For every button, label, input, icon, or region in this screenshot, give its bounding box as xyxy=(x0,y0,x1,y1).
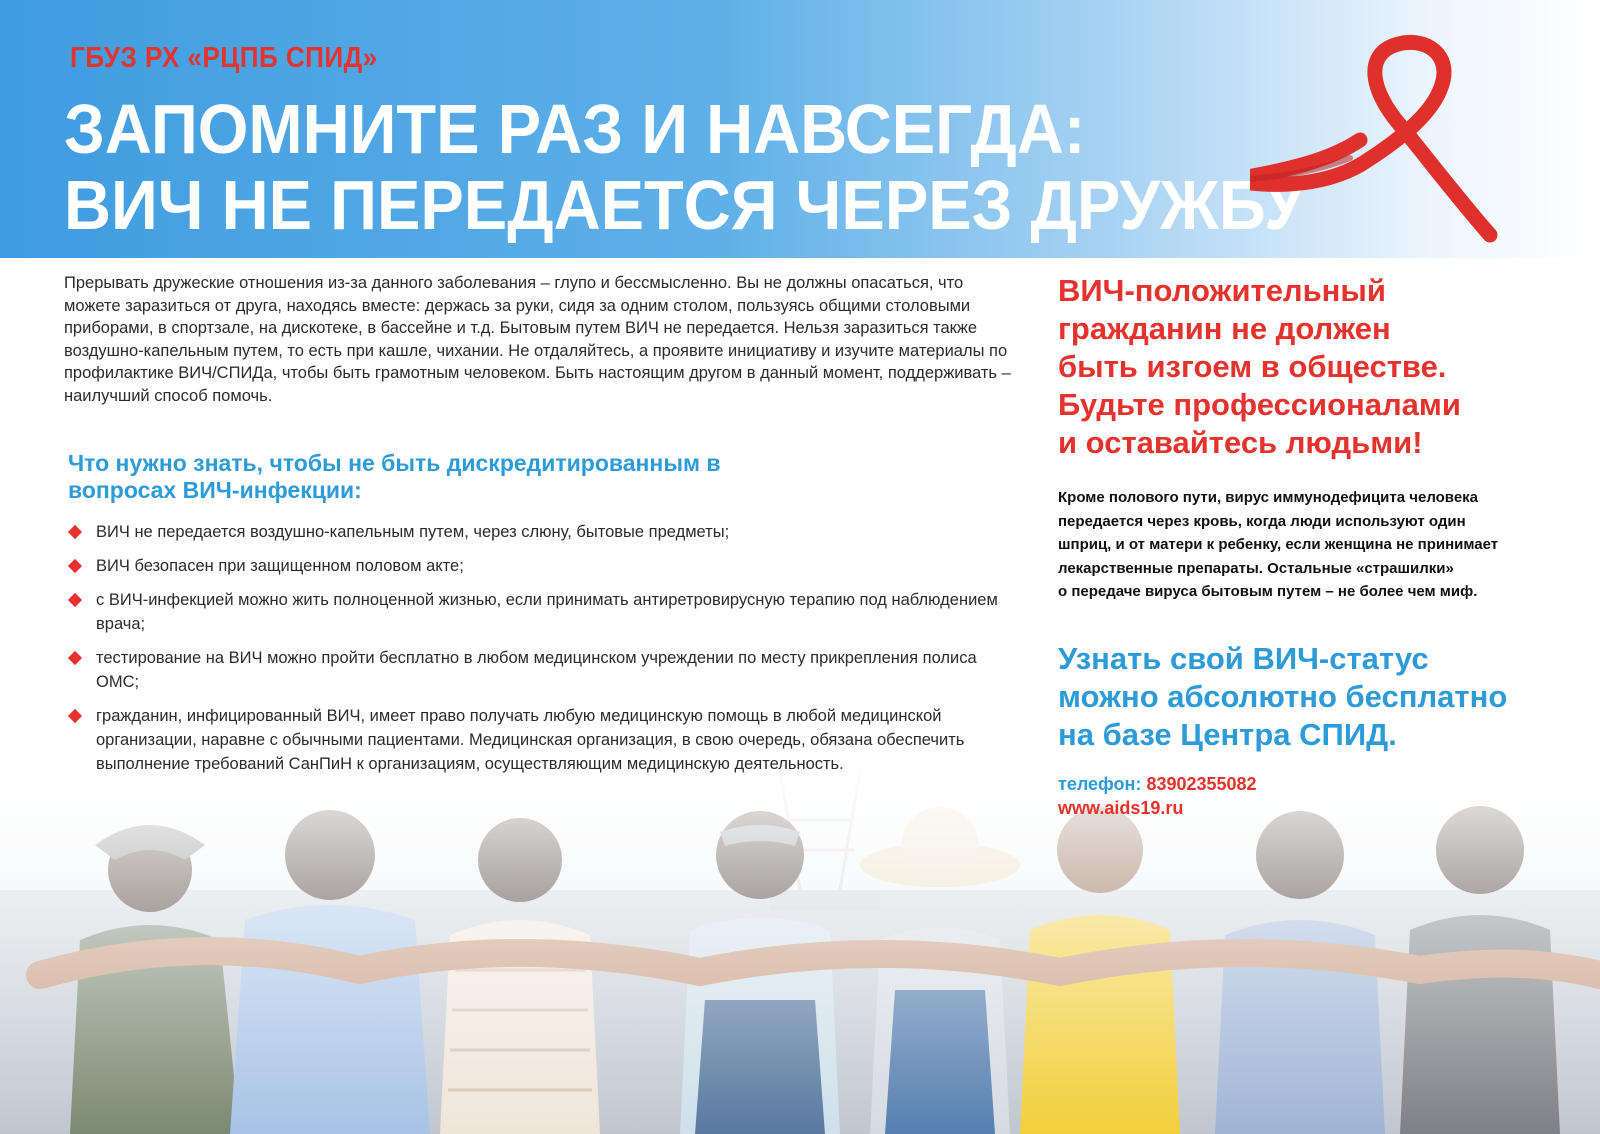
list-item-text: с ВИЧ-инфекцией можно жить полноценной жизнью, если принимать антиретровирусную терапию под наблюдением врача; xyxy=(96,591,998,633)
phone-row xyxy=(1058,772,1257,796)
red-statement-line: и оставайтесь людьми! xyxy=(1058,425,1423,460)
red-statement-line: быть изгоем в обществе. xyxy=(1058,349,1447,384)
transmission-info-line: передается через кровь, когда люди используют один xyxy=(1058,512,1466,530)
transmission-info-line: шприц, и от матери к ребенку, если женщина не принимает xyxy=(1058,536,1499,553)
transmission-info-line: о передаче вируса бытовым путем – не более чем миф. xyxy=(1058,583,1478,600)
red-statement-line: гражданин не должен xyxy=(1058,311,1391,346)
organization-name: ГБУЗ РХ «РЦПБ СПИД» xyxy=(70,42,378,74)
list-item xyxy=(68,646,998,694)
list-item-text: гражданин, инфицированный ВИЧ, имеет право получать любую медицинскую помощь в любой медицинской организации, наравне с обычными пациентами. Медицинская организация, в свою очередь, обязана обеспечить выполнение требований СанПиН к организациям, осуществляющим медицинскую деятельность. xyxy=(96,707,965,773)
headline-line-2: ВИЧ НЕ ПЕРЕДАЕТСЯ ЧЕРЕЗ ДРУЖБУ xyxy=(64,166,1305,244)
phone-number[interactable]: 83902355082 xyxy=(1146,774,1257,794)
bullet-diamond-icon xyxy=(68,559,82,573)
bullet-diamond-icon xyxy=(68,709,82,723)
bullet-diamond-icon xyxy=(68,651,82,665)
headline-line-1: ЗАПОМНИТЕ РАЗ И НАВСЕГДА: xyxy=(64,90,1086,168)
list-item xyxy=(68,554,998,578)
bullet-diamond-icon xyxy=(68,593,82,607)
list-item-text: ВИЧ безопасен при защищенном половом акте; xyxy=(96,557,464,575)
facts-list xyxy=(68,520,998,786)
website-link[interactable]: www.aids19.ru xyxy=(1058,798,1184,818)
facts-heading: Что нужно знать, чтобы не быть дискредитированным в вопросах ВИЧ-инфекции: xyxy=(68,450,721,503)
list-item-text: тестирование на ВИЧ можно пройти бесплатно в любом медицинском учреждении по месту прикрепления полиса ОМС; xyxy=(96,649,977,691)
transmission-info xyxy=(1058,486,1578,604)
list-item xyxy=(68,704,998,776)
phone-label: телефон: xyxy=(1058,774,1142,794)
red-statement xyxy=(1058,272,1558,462)
call-to-action-line: на базе Центра СПИД. xyxy=(1058,717,1397,752)
red-ribbon-icon xyxy=(1250,30,1530,245)
friends-group-photo xyxy=(0,740,1600,1134)
test-call-to-action xyxy=(1058,640,1558,754)
call-to-action-line: Узнать свой ВИЧ-статус xyxy=(1058,641,1429,676)
list-item xyxy=(68,588,998,636)
intro-paragraph: Прерывать дружеские отношения из-за данного заболевания – глупо и бессмысленно. Вы не должны опасаться, что можете заразиться от друга, находясь вместе: держась за руки, сидя за одним столом, пользуясь общими столовыми приборами, в спортзале, на дискотеке, в бассейне и т.д. Бытовым путем ВИЧ не передается. Нельзя заразиться также воздушно-капельным путем, то есть при кашле, чихании. Не отдаляйтесь, а проявите инициативу и изучите материалы по профилактике ВИЧ/СПИДа, чтобы быть грамотным человеком. Быть настоящим другом в данный момент, поддерживать – наилучший способ помочь. xyxy=(64,274,1011,405)
contacts xyxy=(1058,772,1257,820)
red-statement-line: Будьте профессионалами xyxy=(1058,387,1461,422)
transmission-info-line: Кроме полового пути, вирус иммунодефицита человека xyxy=(1058,489,1479,506)
bullet-diamond-icon xyxy=(68,525,82,539)
list-item xyxy=(68,520,998,544)
transmission-info-line: лекарственные препараты. Остальные «страшилки» xyxy=(1058,559,1454,577)
list-item-text: ВИЧ не передается воздушно-капельным путем, через слюну, бытовые предметы; xyxy=(96,523,730,541)
red-statement-line: ВИЧ-положительный xyxy=(1058,273,1386,308)
call-to-action-line: можно абсолютно бесплатно xyxy=(1058,679,1508,714)
